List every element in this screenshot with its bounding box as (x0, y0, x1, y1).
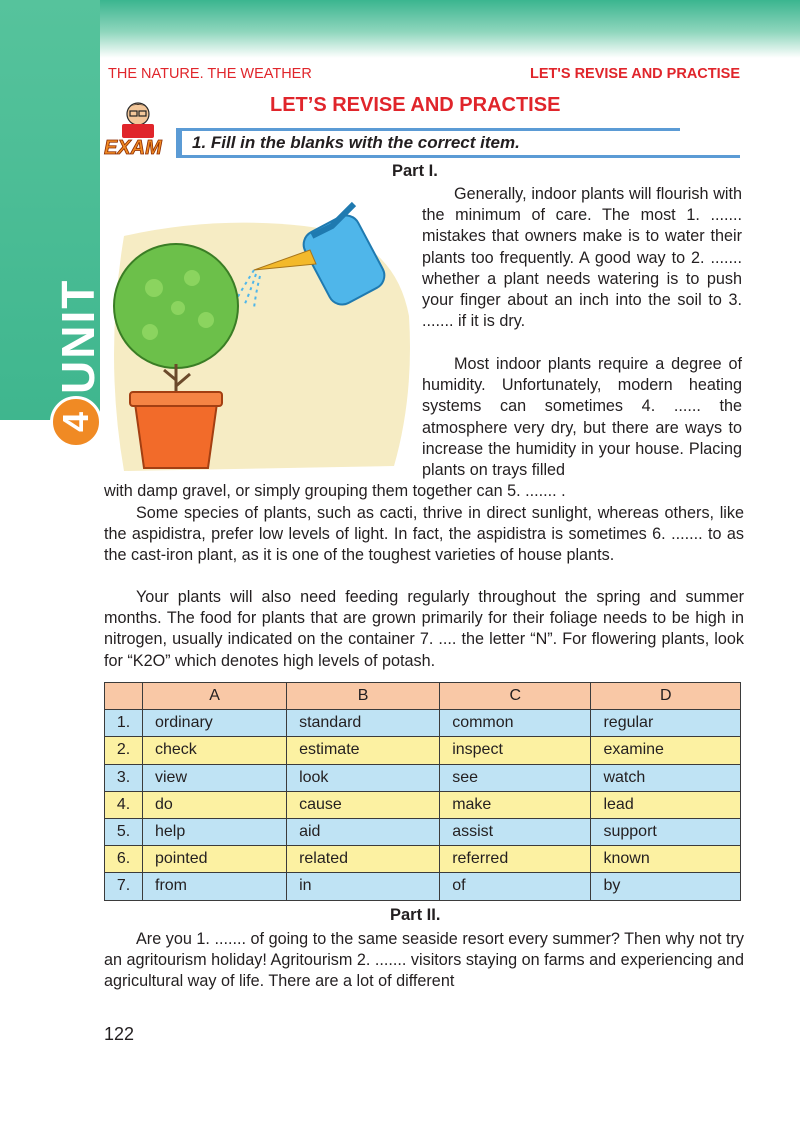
unit-number-badge: 4 (50, 396, 102, 448)
option-b: standard (287, 710, 440, 737)
option-c: referred (440, 846, 591, 873)
option-a: pointed (143, 846, 287, 873)
option-a: do (143, 791, 287, 818)
option-c: common (440, 710, 591, 737)
part-1-paragraph-4: Your plants will also need feeding regularly throughout the spring and summer months. The food for plants that are grown primarily for their foliage needs to be high in nitrogen, usually indicated on the container 7. .... the letter “N”. For flowering plants, look for “K2O” which denotes high levels of potash. (104, 588, 744, 670)
column-header-a: A (143, 683, 287, 710)
part-1-paragraph-2: Most indoor plants require a degree of humidity. Unfortunately, modern heating systems can sometimes 4. ...... the atmosphere very dry, but there are ways to increase the humidity in your house. Placing plants on trays filled (422, 355, 742, 480)
row-number: 7. (105, 873, 143, 900)
row-number: 5. (105, 818, 143, 845)
instruction-rule-top (180, 128, 680, 131)
row-number: 6. (105, 846, 143, 873)
option-c: inspect (440, 737, 591, 764)
table-header-row (105, 683, 741, 710)
row-number: 4. (105, 791, 143, 818)
part-2-title: Part II. (390, 906, 441, 924)
option-d: regular (591, 710, 741, 737)
part-1-paragraph-2-continued: with damp gravel, or simply grouping them together can 5. ....... . (104, 482, 566, 500)
table-row (105, 846, 741, 873)
option-c: see (440, 764, 591, 791)
row-number: 1. (105, 710, 143, 737)
table-row (105, 818, 741, 845)
watering-plant-illustration (104, 196, 414, 478)
part-1-paragraph-3: Some species of plants, such as cacti, thrive in direct sunlight, whereas others, like the aspidistra, prefer low levels of light. In fact, the aspidistra is sometimes 6. ....... to as the cast-iron plant, as it is one of the toughest varieties of house plants. (104, 504, 744, 565)
table-row (105, 873, 741, 900)
option-a: help (143, 818, 287, 845)
option-d: by (591, 873, 741, 900)
option-b: aid (287, 818, 440, 845)
chapter-header: THE NATURE. THE WEATHER (108, 66, 312, 82)
option-d: known (591, 846, 741, 873)
row-number: 3. (105, 764, 143, 791)
option-d: lead (591, 791, 741, 818)
answer-options-table (104, 682, 741, 901)
option-b: related (287, 846, 440, 873)
option-a: ordinary (143, 710, 287, 737)
svg-text:EXAM: EXAM (104, 137, 162, 159)
table-row (105, 791, 741, 818)
page-number: 122 (104, 1024, 135, 1044)
option-d: examine (591, 737, 741, 764)
instruction-bar (176, 128, 182, 158)
page-title: LET’S REVISE AND PRACTISE (270, 94, 561, 116)
option-c: assist (440, 818, 591, 845)
option-b: in (287, 873, 440, 900)
exercise-instruction: 1. Fill in the blanks with the correct item. (192, 133, 520, 152)
table-row (105, 764, 741, 791)
row-number: 2. (105, 737, 143, 764)
option-c: make (440, 791, 591, 818)
section-header: LET'S REVISE AND PRACTISE (530, 66, 740, 82)
exam-badge-icon (100, 98, 170, 162)
column-header-d: D (591, 683, 741, 710)
part-1-paragraph-1: Generally, indoor plants will flourish with the minimum of care. The most 1. ....... mistakes that owners make is to water their plants too frequently. A good way to 2. ....... whether a plant needs watering is to push your finger about an inch into the soil to 3. ....... if it is dry. (422, 185, 742, 331)
table-row (105, 737, 741, 764)
option-a: view (143, 764, 287, 791)
instruction-rule-bottom (180, 155, 740, 158)
option-b: estimate (287, 737, 440, 764)
option-a: from (143, 873, 287, 900)
table-row (105, 710, 741, 737)
option-b: cause (287, 791, 440, 818)
column-header-b: B (287, 683, 440, 710)
option-a: check (143, 737, 287, 764)
option-d: support (591, 818, 741, 845)
unit-label: UNIT (52, 278, 104, 394)
table-header-blank (105, 683, 143, 710)
part-1-title: Part I. (392, 162, 438, 180)
column-header-c: C (440, 683, 591, 710)
option-c: of (440, 873, 591, 900)
part-2-paragraph: Are you 1. ....... of going to the same seaside resort every summer? Then why not try an agritourism holiday! Agritourism 2. ....... visitors staying on farms and experiencing and agricultural way of life. There are a lot of different (104, 930, 744, 991)
top-band (0, 0, 800, 58)
option-b: look (287, 764, 440, 791)
option-d: watch (591, 764, 741, 791)
